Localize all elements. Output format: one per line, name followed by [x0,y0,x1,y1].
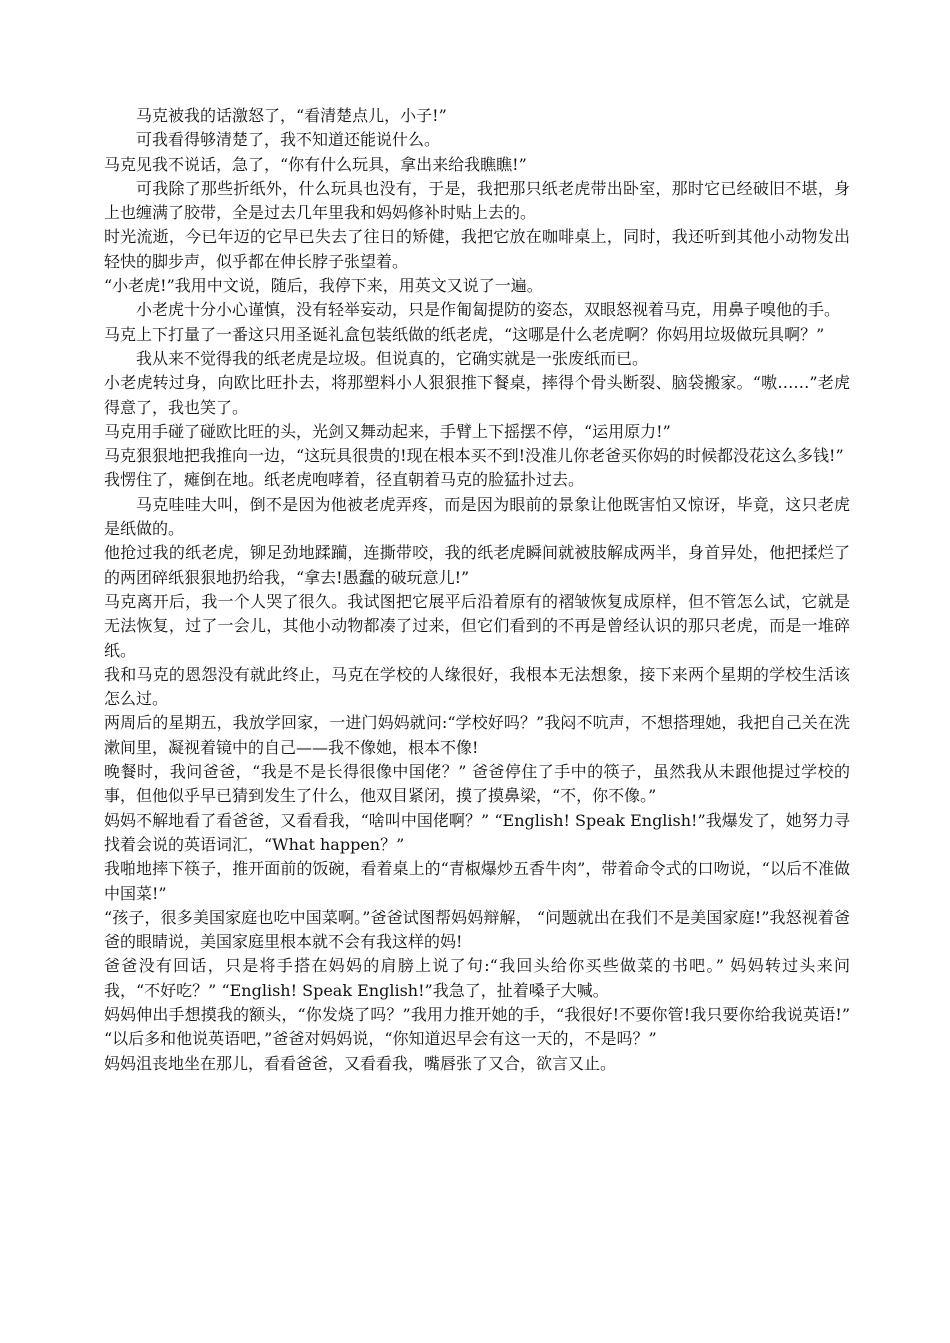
paragraph-22: “孩子，很多美国家庭也吃中国菜啊。”爸爸试图帮妈妈辩解， “问题就出在我们不是美国家庭!”我怒视着爸爸的眼睛说，美国家庭里根本就不会有我这样的妈! [104,907,850,952]
paragraph-8: 马克上下打量了一番这只用圣诞礼盒包装纸做的纸老虎，“这哪是什么老虎啊？你妈用垃圾做玩具啊？” [104,324,825,344]
paragraph-15: 他抢过我的纸老虎，铆足劲地蹂躏，连撕带咬，我的纸老虎瞬间就被肢解成两半，身首异处，他把揉烂了的两团碎纸狠狠地扔给我，“拿去!愚蠢的破玩意儿!” [104,543,850,587]
paragraph-2: 可我看得够清楚了，我不知道还能说什么。 [136,130,441,150]
paragraph-5: 时光流逝，今已年迈的它早已失去了往日的矫健，我把它放在咖啡桌上，同时，我还听到其他小动物发出轻快的脚步声，似乎都在伸长脖子张望着。 [104,227,850,271]
paragraph-3: 马克见我不说话，急了，“你有什么玩具，拿出来给我瞧瞧!” [104,154,527,174]
paragraph-21: 我啪地摔下筷子，推开面前的饭碗，看着桌上的“青椒爆炒五香牛肉”，带着命令式的口吻说，“以后不准做中国菜!” [104,859,850,903]
paragraph-13: 我愣住了，瘫倒在地。纸老虎咆哮着，径直朝着马克的脸猛扑过去。 [104,470,585,490]
paragraph-10: 小老虎转过身，向欧比旺扑去，将那塑料小人狠狠推下餐桌，摔得个骨头断裂、脑袋搬家。“嗷……”老虎得意了，我也笑了。 [104,373,850,417]
paragraph-20: 妈妈不解地看了看爸爸，又看看我，“啥叫中国佬啊？” “English! Speak English!”我爆发了，她努力寻找着会说的英语词汇，“What happen？” [104,810,850,854]
paragraph-23: 爸爸没有回话，只是将手搭在妈妈的肩膀上说了句:“我回头给你买些做菜的书吧。” 妈妈转过头来问我，“不好吃？” “English! Speak English!”我急了，扯着嗓子大喊。 [104,956,850,1000]
paragraph-17: 我和马克的恩怨没有就此终止，马克在学校的人缘很好，我根本无法想象，接下来两个星期的学校生活该怎么过。 [104,664,850,709]
paragraph-24: 妈妈伸出手想摸我的额头，“你发烧了吗？”我用力推开她的手，“我很好!不要你管!我只要你给我说英语!” “以后多和他说英语吧，”爸爸对妈妈说，“你知道迟早会有这一天的，不是吗？” [104,1004,850,1049]
paragraph-18: 两周后的星期五，我放学回家，一进门妈妈就问:“学校好吗？”我闷不吭声，不想搭理她，我把自己关在洗漱间里，凝视着镜中的自己——我不像她，根本不像! [104,713,850,757]
paragraph-7: 小老虎十分小心谨慎，没有轻举妄动，只是作匍匐提防的姿态，双眼怒视着马克，用鼻子嗅他的手。 [136,300,841,320]
paragraph-11: 马克用手碰了碰欧比旺的头，光剑又舞动起来，手臂上下摇摆不停，“运用原力!” [104,421,671,441]
paragraph-25: 妈妈沮丧地坐在那儿，看看爸爸，又看看我，嘴唇张了又合，欲言又止。 [104,1053,617,1073]
paragraph-14: 马克哇哇大叫，倒不是因为他被老虎弄疼，而是因为眼前的景象让他既害怕又惊讶，毕竟，这只老虎是纸做的。 [104,494,850,539]
paragraph-19: 晚餐时，我问爸爸，“我是不是长得很像中国佬？” 爸爸停住了手中的筷子，虽然我从未跟他提过学校的事，但他似乎早已猜到发生了什么，他双目紧闭，摸了摸鼻梁，“不，你不像。” [104,762,850,806]
paragraph-9: 我从来不觉得我的纸老虎是垃圾。但说真的，它确实就是一张废纸而已。 [136,348,649,368]
paragraph-6: “小老虎!”我用中文说，随后，我停下来，用英文又说了一遍。 [104,276,543,296]
paragraph-4: 可我除了那些折纸外，什么玩具也没有，于是，我把那只纸老虎带出卧室，那时它已经破旧不堪，身上也缠满了胶带，全是过去几年里我和妈妈修补时贴上去的。 [104,178,850,223]
paragraph-12: 马克狠狠地把我推向一边，“这玩具很贵的!现在根本买不到!没准儿你老爸买你妈的时候都没花这么多钱!” [104,446,844,466]
paragraph-16: 马克离开后，我一个人哭了很久。我试图把它展平后沿着原有的褶皱恢复成原样，但不管怎么试，它就是无法恢复，过了一会儿，其他小动物都凑了过来，但它们看到的不再是曾经认识的那只老虎，而是一堆碎纸。 [104,591,850,660]
paragraph-1: 马克被我的话激怒了，“看清楚点儿，小子!” [136,106,447,125]
